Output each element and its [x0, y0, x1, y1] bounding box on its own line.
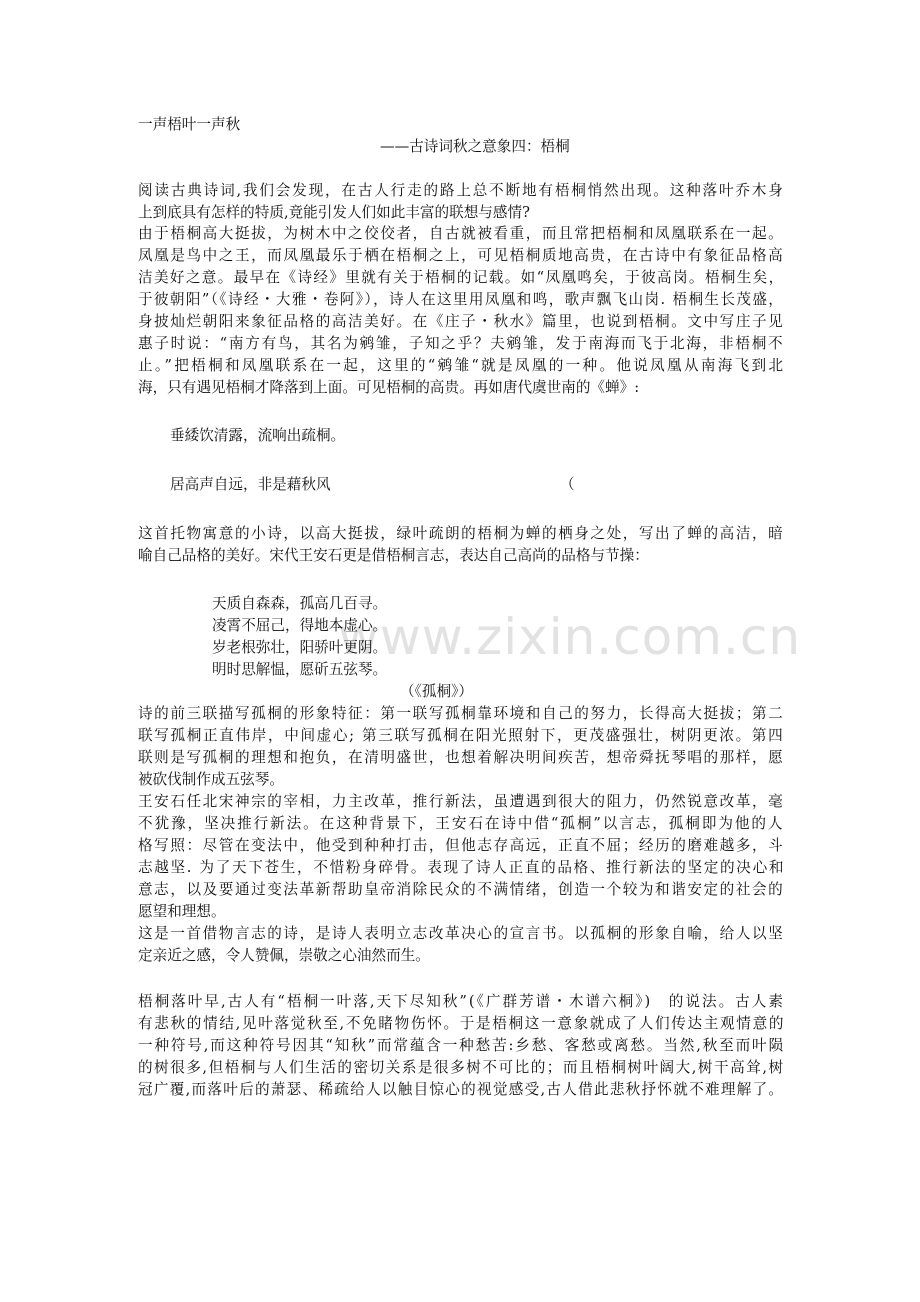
text-line: 联则是写孤桐的理想和抱负，在清明盛世，也想着解决明间疾苦，想帝舜抚琴唱的那样，愿 — [138, 749, 785, 766]
text-line: 格写照：尽管在变法中，他受到种种打击，但他志存高远，正直不屈；经历的磨难越多，斗 — [138, 837, 785, 854]
document-subtitle: ——古诗词秋之意象四：梧桐 — [380, 138, 570, 155]
text-line: 志越坚. 为了天下苍生，不惜粉身碎骨。表现了诗人正直的品格、推行新法的坚定的决心和 — [138, 859, 786, 876]
text-line: 冠广覆,而落叶后的萧瑟、稀疏给人以触目惊心的视觉感受,古人借此悲秋抒怀就不难理解了。 — [138, 1081, 785, 1098]
text-line: 于彼朝阳”（《诗经・大雅・卷阿》），诗人在这里用凤凰和鸣，歌声飘飞山岗. 梧桐生长茂盛， — [138, 291, 785, 308]
text-line: 凌霄不屈己，得地本虚心。 — [212, 617, 388, 634]
text-line: 喻自己品格的美好。宋代王安石更是借梧桐言志，表达自己高尚的品格与节操： — [138, 547, 649, 564]
text-line: 不犹豫，坚决推行新法。在这种背景下，王安石在诗中借“孤桐”以言志，孤桐即为他的人 — [138, 815, 785, 832]
text-line: （ — [560, 476, 575, 493]
text-line: 这是一首借物言志的诗，是诗人表明立志改革决心的宣言书。以孤桐的形象自喻，给人以坚 — [138, 925, 785, 942]
document-title: 一声梧叶一声秋 — [138, 116, 241, 133]
text-line: 意志，以及要通过变法革新帮助皇帝消除民众的不满情绪，创造一个较为和谐安定的社会的 — [138, 881, 785, 898]
text-line: 垂緌饮清露，流响出疏桐。 — [170, 427, 346, 444]
text-line: 止。”把梧桐和凤凰联系在一起，这里的“鹓雏“就是凤凰的一种。他说凤凰从南海飞到北 — [138, 357, 786, 374]
watermark: www.zixin.com.cn — [338, 608, 802, 666]
text-line: 居高声自远，非是藉秋风 — [170, 476, 331, 493]
text-line: （《孤桐》） — [400, 683, 473, 700]
text-line: 愿望和理想。 — [138, 903, 226, 920]
text-line: 王安石任北宋神宗的宰相，力主改革，推行新法，虽遭遇到很大的阻力，仍然锐意改革，毫 — [138, 793, 785, 810]
text-line: 上到底具有怎样的特质,竟能引发人们如此丰富的联想与感情? — [138, 204, 530, 221]
text-line: 凤凰是鸟中之王，而凤凰最乐于栖在梧桐之上，可见梧桐质地高贵，在古诗中有象征品格高 — [138, 247, 785, 264]
text-line: 有悲秋的情结,见叶落觉秋至,不免睹物伤怀。于是梧桐这一意象就成了人们传达主观情意的 — [138, 1015, 786, 1032]
text-line: 由于梧桐高大挺拔，为树木中之佼佼者，自古就被看重，而且常把梧桐和凤凰联系在一起。 — [138, 225, 785, 242]
text-line: 联写孤桐正直伟岸，中间虚心; 第三联写孤桐在阳光照射下，更茂盛强壮，树阴更浓。第四 — [138, 727, 785, 744]
text-line: 身披灿烂朝阳来象征品格的高洁美好。在《庄子・秋水》篇里，也说到梧桐。文中写庄子见 — [138, 313, 785, 330]
text-line: 这首托物寓意的小诗，以高大挺拔，绿叶疏朗的梧桐为蝉的栖身之处，写出了蝉的高洁，暗 — [138, 525, 785, 542]
text-line: 海，只有遇见梧桐才降落到上面。可见梧桐的高贵。再如唐代虞世南的《蝉》: — [138, 379, 640, 396]
text-line: 明时思解愠，愿斫五弦琴。 — [212, 661, 388, 678]
text-line: 惠子时说：“南方有鸟，其名为鹓雏，子知之乎？夫鹓雏，发于南海而飞于北海，非梧桐不 — [138, 335, 785, 352]
text-line: 梧桐落叶早,古人有“梧桐一叶落,天下尽知秋”(《广群芳谱・木谱六桐》) 的说法。古人素 — [138, 993, 785, 1010]
text-line: 洁美好之意。最早在《诗经》里就有关于梧桐的记载。如“凤凰鸣矣，于彼高岗。梧桐生矣， — [138, 269, 785, 286]
text-line: 定亲近之感，令人赞佩，崇敬之心油然而生。 — [138, 947, 430, 964]
text-line: 诗的前三联描写孤桐的形象特征：第一联写孤桐靠环境和自己的努力，长得高大挺拔；第二 — [138, 705, 785, 722]
text-line: 的树很多,但梧桐与人们生活的密切关系是很多树不可比的；而且梧桐树叶阔大,树干高耸,树 — [138, 1059, 785, 1076]
text-line: 一种符号,而这种符号因其“知秋”而常蕴含一种愁苦:乡愁、客愁或离愁。当然,秋至而叶陨 — [138, 1037, 785, 1054]
text-line: 阅读古典诗词,我们会发现，在古人行走的路上总不断地有梧桐悄然出现。这种落叶乔木身 — [138, 182, 785, 199]
text-line: 被砍伐制作成五弦琴。 — [138, 771, 284, 788]
text-line: 天质自森森，孤高几百寻。 — [212, 595, 388, 612]
text-line: 岁老根弥壮，阳骄叶更阴。 — [212, 639, 388, 656]
